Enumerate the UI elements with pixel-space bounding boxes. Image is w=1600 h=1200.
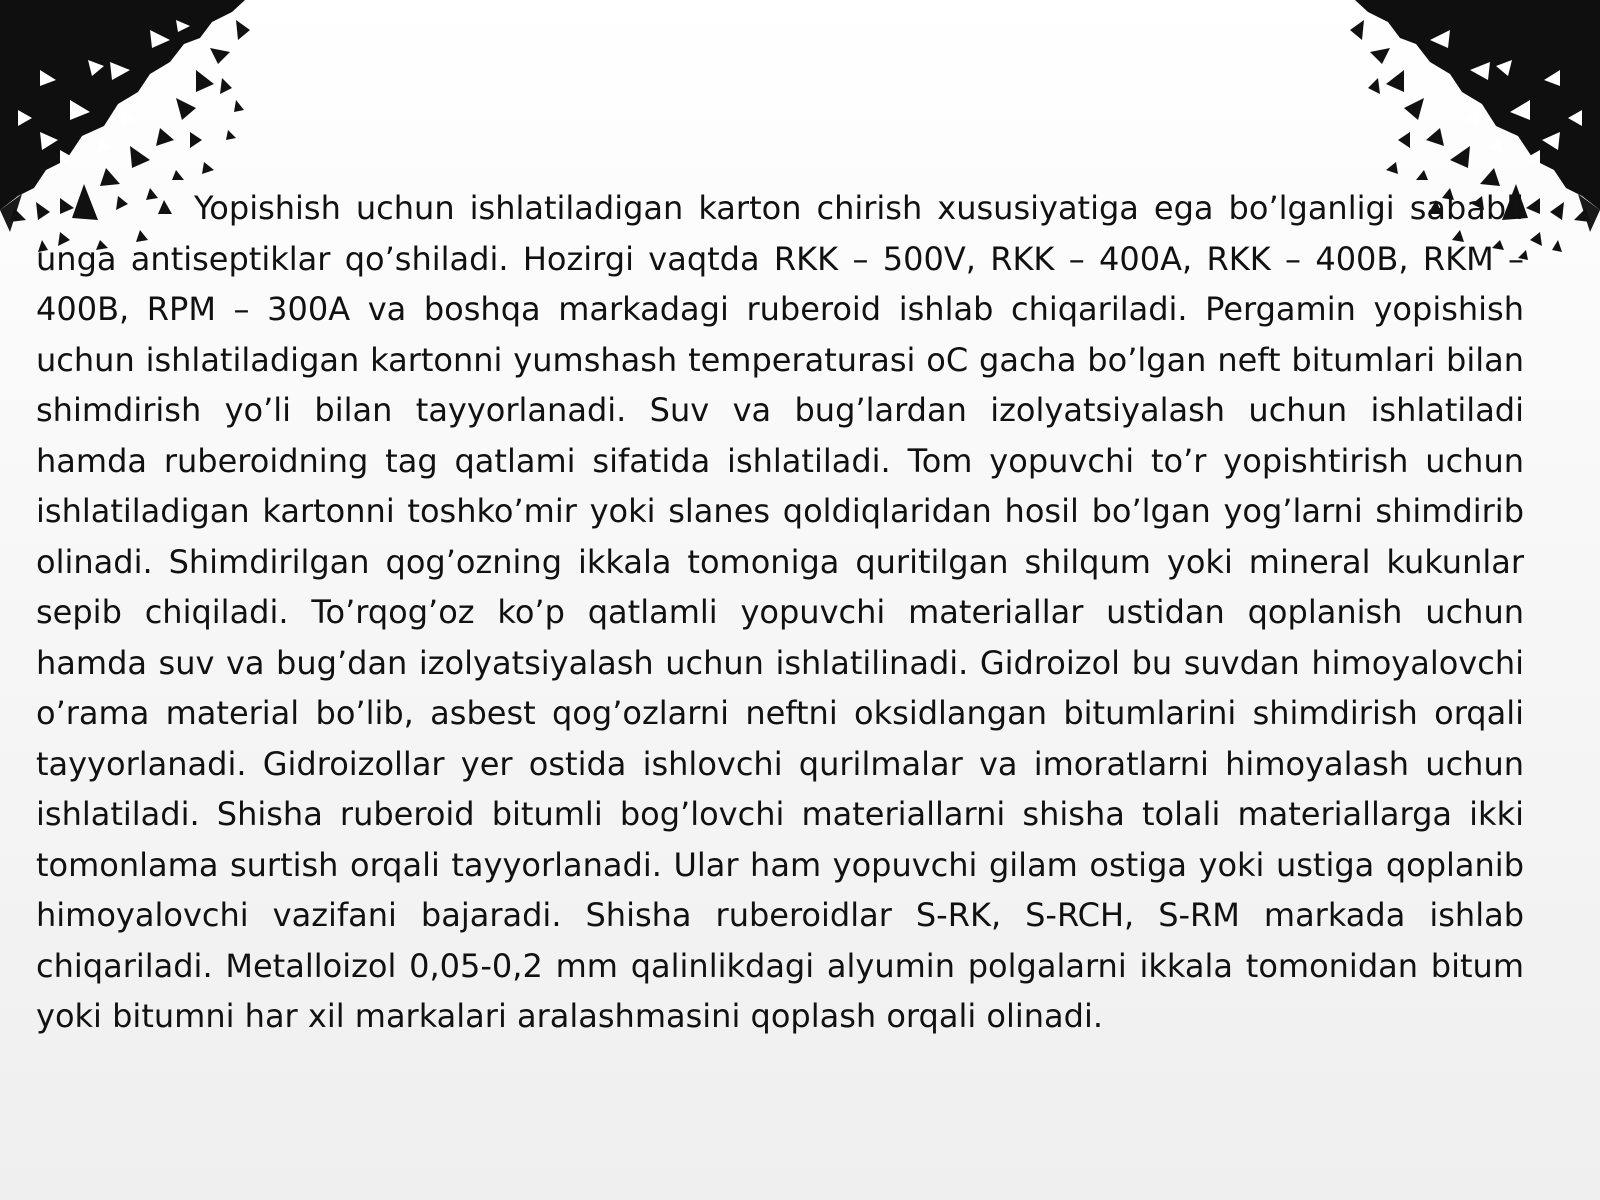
- body-paragraph: Yopishish uchun ishlatiladigan karton chirish xususiyatiga ega bo’lganligi sababli unga antiseptiklar qo’shiladi. Hozirgi vaqtda RKK – 500V, RKK – 400A, RKK – 400B, RKM – 400B, RPM – 300A va boshqa markadagi ruberoid ishlab chiqariladi. Pergamin yopishish uchun ishlatiladigan kartonni yumshash temperaturasi oC gacha bo’lgan neft bitumlari bilan shimdirish yo’li bilan tayyorlanadi. Suv va bug’lardan izolyatsiyalash uchun ishlatiladi hamda ruberoidning tag qatlami sifatida ishlatiladi. Tom yopuvchi to’r yopishtirish uchun ishlatiladigan kartonni toshko’mir yoki slanes qoldiqlaridan hosil bo’lgan yog’larni shimdirib olinadi. Shimdirilgan qog’ozning ikkala tomoniga quritilgan shilqum yoki mineral kukunlar sepib chiqiladi. To’rqog’oz ko’p qatlamli yopuvchi materiallar ustidan qoplanish uchun hamda suv va bug’dan izolyatsiyalash uchun ishlatilinadi. Gidroizol bu suvdan himoyalovchi o’rama material bo’lib, asbest qog’ozlarni neftni oksidlangan bitumlarini shimdirish orqali tayyorlanadi. Gidroizollar yer ostida ishlovchi qurilmalar va imoratlarni himoyalash uchun ishlatiladi. Shisha ruberoid bitumli bog’lovchi materiallarni shisha tolali materiallarga ikki tomonlama surtish orqali tayyorlanadi. Ular ham yopuvchi gilam ostiga yoki ustiga qoplanib himoyalovchi vazifani bajaradi. Shisha ruberoidlar S-RK, S-RCH, S-RM markada ishlab chiqariladi. Metalloizol 0,05-0,2 mm qalinlikdagi alyumin polgalarni ikkala tomonidan bitum yoki bitumni har xil markalari aralashmasini qoplash orqali olinadi.: [36, 189, 1524, 1035]
